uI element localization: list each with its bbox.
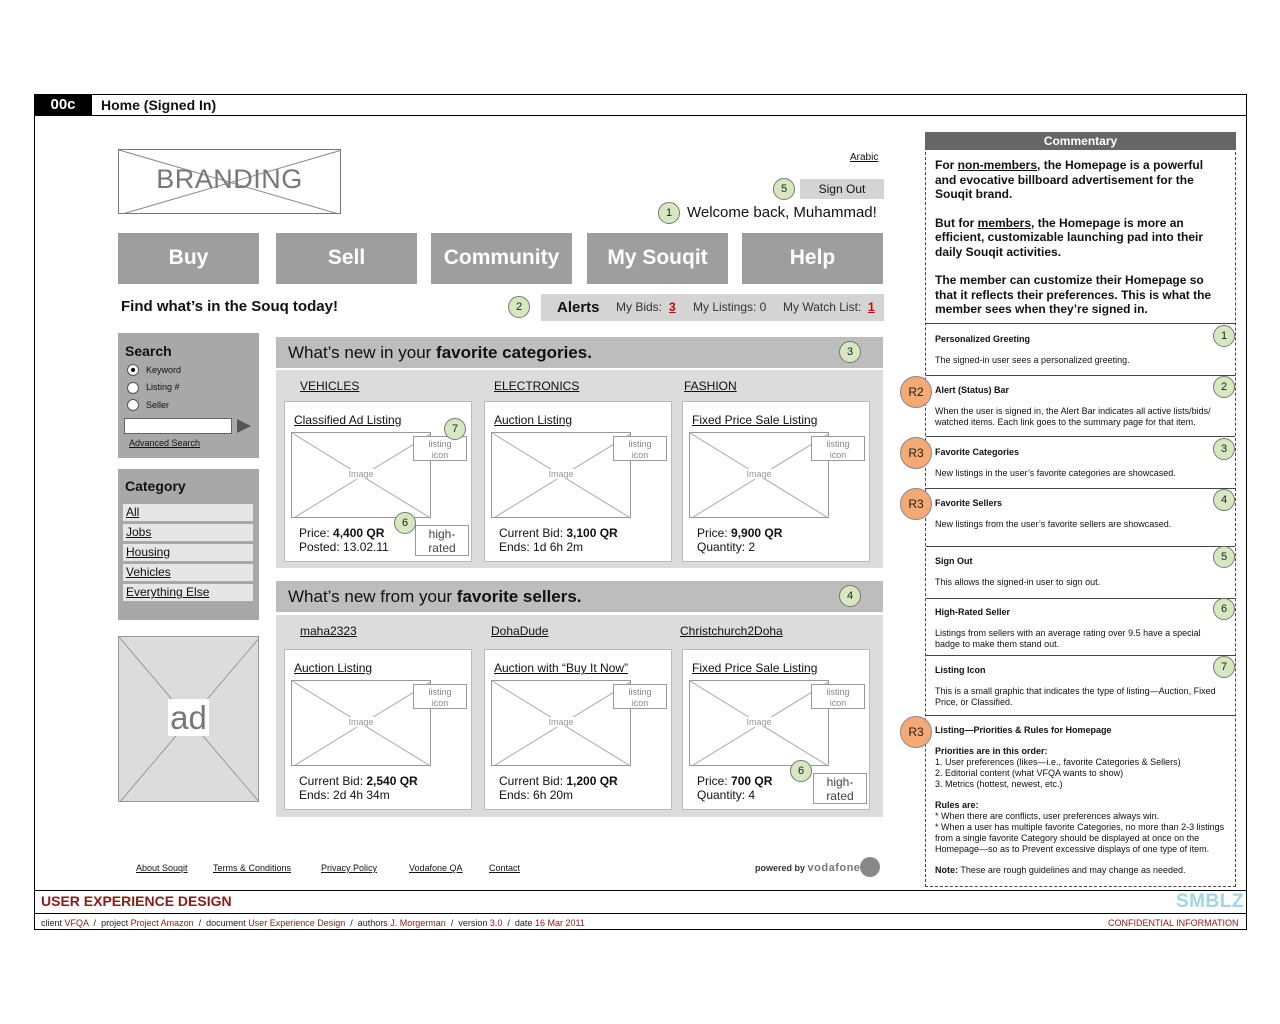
radio-seller[interactable] — [127, 399, 139, 411]
listing-image[interactable] — [491, 432, 631, 518]
image-text: Image — [348, 469, 374, 479]
favorite-categories-heading: What’s new in your — [288, 343, 437, 362]
listing-image[interactable] — [491, 680, 631, 766]
divider — [926, 323, 1235, 324]
badge-line1: high- — [826, 775, 854, 789]
requirement-r2: R2 — [900, 376, 932, 408]
marker-4: 4 — [1213, 489, 1235, 511]
radio-listing-number-label: Listing # — [146, 382, 180, 392]
marker-7: 7 — [444, 418, 466, 440]
marker-7: 7 — [1213, 656, 1235, 678]
footer-contact-link[interactable]: Contact — [489, 863, 521, 873]
image-label — [690, 469, 828, 479]
intro-text: But for — [935, 215, 978, 230]
listing-detail: Quantity: 2 — [697, 540, 756, 554]
image-text: Image — [746, 469, 772, 479]
category-item-everything-else[interactable]: Everything Else — [123, 584, 253, 601]
note-title: Favorite Categories — [935, 447, 1020, 457]
image-text: Image — [746, 717, 772, 727]
note-title: Favorite Sellers — [935, 498, 1003, 508]
high-rated-badge — [415, 525, 469, 556]
image-label — [492, 469, 630, 479]
marker-2: 2 — [508, 296, 530, 318]
listing-price — [697, 774, 772, 788]
category-item-all[interactable]: All — [123, 504, 253, 521]
arabic-language-link[interactable]: Arabic — [850, 152, 879, 163]
note-body: This allows the signed-in user to sign out. — [935, 577, 1101, 587]
ad-text: ad — [170, 699, 207, 736]
search-panel — [118, 333, 259, 458]
listing-type-icon — [613, 436, 667, 461]
note-text: These are rough guidelines and may change as needed. — [958, 865, 1186, 875]
divider — [926, 715, 1235, 716]
divider — [926, 488, 1235, 489]
requirement-r3: R3 — [900, 437, 932, 469]
listing-detail: Ends: 6h 20m — [499, 788, 574, 802]
price-label: Current Bid: — [299, 774, 367, 788]
note-body: Listings from sellers with an average rating over 9.5 have a special badge to make them stand out. — [935, 628, 1201, 649]
icon-line2: icon — [829, 450, 847, 460]
welcome-greeting: Welcome back, Muhammad! — [687, 204, 877, 221]
note-title: High-Rated Seller — [935, 607, 1011, 617]
footer-about-link[interactable]: About Souqit — [136, 863, 188, 873]
note-body: The signed-in user sees a personalized greeting. — [935, 355, 1130, 365]
icon-line1: listing — [628, 687, 652, 697]
listing-price — [499, 526, 618, 540]
price-value: 9,900 QR — [731, 526, 783, 540]
high-rated-badge — [813, 773, 867, 804]
note-title: Alert (Status) Bar — [935, 385, 1010, 395]
icon-line2: icon — [431, 450, 449, 460]
category-item-jobs[interactable]: Jobs — [123, 524, 253, 541]
note-title: Listing—Priorities & Rules for Homepage — [935, 725, 1112, 735]
watch-list-label: My Watch List: — [783, 300, 862, 314]
my-listings-label[interactable]: My Listings: 0 — [693, 300, 767, 314]
listing-card[interactable] — [484, 649, 672, 810]
marker-6: 6 — [1213, 598, 1235, 620]
marker-3: 3 — [1213, 438, 1235, 460]
nav-help[interactable]: Help — [742, 233, 883, 284]
listing-image[interactable] — [291, 680, 431, 766]
favorite-categories-heading-bold: favorite categories. — [436, 343, 592, 362]
nav-buy[interactable]: Buy — [118, 233, 259, 284]
subcategory-electronics[interactable]: ELECTRONICS — [494, 379, 580, 393]
listing-title[interactable]: Auction Listing — [294, 661, 373, 675]
intro-text: For — [935, 158, 958, 172]
meta-label: document — [206, 918, 246, 928]
nav-sell[interactable]: Sell — [276, 233, 417, 284]
priority-item: 1. User preferences (likes—i.e., favorite Categories & Sellers) — [935, 757, 1181, 767]
marker-4: 4 — [839, 585, 861, 607]
favorite-sellers-heading: What’s new from your — [288, 587, 457, 606]
listing-type-icon — [413, 436, 467, 461]
price-value: 4,400 QR — [333, 526, 385, 540]
price-label: Price: — [299, 526, 334, 540]
footer-privacy-link[interactable]: Privacy Policy — [321, 863, 378, 873]
intro-text: , the Homepage is a powerful and evocative billboard advertisement for the Souqit brand. — [935, 158, 1204, 201]
icon-line2: icon — [829, 698, 847, 708]
rule-item: * When a user has multiple favorite Categories, no more than 2-3 listings from a single favorite Category should be displayed at once on the Homepage—so as to Prevent excessive displays of one type of item. — [935, 822, 1225, 854]
nav-my-souqit[interactable]: My Souqit — [587, 233, 728, 284]
meta-version: 3.0 — [489, 918, 503, 928]
note-title: Listing Icon — [935, 665, 986, 675]
intro-underlined: non-members — [957, 158, 1038, 172]
radio-listing-number[interactable] — [127, 382, 139, 394]
rule-item: * When there are conflicts, user preferences always win. — [935, 811, 1160, 821]
listing-price — [299, 526, 384, 540]
listing-title[interactable]: Auction Listing — [494, 413, 573, 427]
priorities-title: Priorities are in this order: — [935, 746, 1048, 756]
commentary-title: Commentary — [925, 132, 1236, 150]
powered-by — [755, 862, 860, 874]
meta-label: client — [41, 918, 63, 928]
my-bids-count[interactable]: 3 — [669, 300, 676, 314]
category-panel — [118, 469, 259, 620]
price-label: Price: — [697, 526, 732, 540]
icon-line2: icon — [631, 698, 649, 708]
divider — [926, 546, 1235, 547]
badge-line2: rated — [428, 541, 456, 555]
powered-by-label: powered by — [755, 863, 806, 873]
document-title: USER EXPERIENCE DESIGN — [41, 893, 232, 909]
listing-title[interactable]: Auction with “Buy It Now” — [494, 661, 629, 675]
image-label — [690, 717, 828, 727]
category-item-housing[interactable]: Housing — [123, 544, 253, 561]
image-text: Image — [548, 469, 574, 479]
divider — [34, 115, 1247, 116]
divider — [926, 598, 1235, 599]
seller-link[interactable]: maha2323 — [300, 624, 357, 638]
badge-line1: high- — [428, 527, 456, 541]
meta-client: VFQA — [64, 918, 89, 928]
badge-line2: rated — [826, 789, 854, 803]
icon-line1: listing — [826, 687, 850, 697]
listing-title[interactable]: Fixed Price Sale Listing — [692, 661, 818, 675]
price-value: 3,100 QR — [566, 526, 618, 540]
intro-text: , the Homepage is more an efficient, customizable launching pad into their daily Souqit activities. — [935, 215, 1204, 259]
divider — [34, 890, 1247, 891]
rules-title: Rules are: — [935, 800, 979, 810]
listing-price — [299, 774, 418, 788]
radio-seller-label: Seller — [146, 400, 170, 410]
page-id: 00c — [34, 94, 92, 116]
icon-line2: icon — [631, 450, 649, 460]
listing-title[interactable]: Classified Ad Listing — [294, 413, 402, 427]
divider — [926, 655, 1235, 656]
listing-price — [499, 774, 618, 788]
branding-placeholder[interactable] — [118, 149, 341, 214]
commentary-intro — [935, 158, 1227, 331]
priority-item: 2. Editorial content (what VFQA wants to show) — [935, 768, 1124, 778]
seller-link[interactable]: Christchurch2Doha — [680, 624, 783, 638]
intro-paragraph — [935, 158, 1227, 202]
listing-card[interactable] — [284, 649, 472, 810]
image-label — [292, 469, 430, 479]
intro-underlined: members — [977, 215, 1032, 230]
note-body: New listings in the user’s favorite categories are showcased. — [935, 468, 1176, 478]
image-label — [292, 717, 430, 727]
listing-type-icon — [811, 684, 865, 709]
ad-label — [119, 699, 258, 737]
image-text: Image — [348, 717, 374, 727]
marker-1: 1 — [1213, 325, 1235, 347]
meta-date: 16 Mar 2011 — [534, 918, 585, 928]
meta-authors: J. Morgerman — [390, 918, 446, 928]
requirement-r3: R3 — [900, 488, 932, 520]
intro-paragraph — [935, 216, 1227, 260]
note-body: When the user is signed in, the Alert Bar indicates all active lists/bids/ watched items. Each link goes to the summary page for that item. — [935, 406, 1211, 427]
marker-1: 1 — [658, 202, 680, 224]
priority-item: 3. Metrics (hottest, newest, etc.) — [935, 779, 1063, 789]
listing-type-icon — [413, 684, 467, 709]
company-logo: SMBLZ — [1176, 891, 1244, 912]
subcategory-vehicles[interactable]: VEHICLES — [300, 379, 360, 393]
document-meta: client VFQA / project Project Amazon / document User Experience Design / authors J. Morgerman / version 3.0 / date 16 Mar 2011 — [41, 918, 585, 928]
note-title: Sign Out — [935, 556, 973, 566]
listing-detail: Ends: 1d 6h 2m — [499, 540, 584, 554]
divider — [926, 436, 1235, 437]
search-input[interactable] — [124, 418, 232, 434]
search-title: Search — [125, 343, 172, 359]
listing-image[interactable] — [689, 680, 829, 766]
meta-label: date — [514, 918, 533, 928]
requirement-r3: R3 — [900, 716, 932, 748]
radio-keyword-label: Keyword — [146, 365, 182, 375]
favorite-categories-header — [276, 337, 883, 368]
divider — [926, 375, 1235, 376]
search-go-icon[interactable] — [237, 419, 251, 433]
marker-2: 2 — [1213, 376, 1235, 398]
listing-detail: Posted: 13.02.11 — [299, 540, 389, 554]
listing-type-icon — [811, 436, 865, 461]
note-title: Personalized Greeting — [935, 334, 1031, 344]
meta-label: authors — [357, 918, 388, 928]
intro-paragraph: The member can customize their Homepage so that it reflects their preferences. This is what the member sees when they’re signed in. — [935, 273, 1212, 316]
footer-terms-link[interactable]: Terms & Conditions — [213, 863, 292, 873]
listing-price — [697, 526, 782, 540]
listing-type-icon — [613, 684, 667, 709]
vodafone-logo-icon — [860, 857, 880, 877]
category-item-vehicles[interactable]: Vehicles — [123, 564, 253, 581]
listing-image[interactable] — [291, 432, 431, 518]
meta-label: project — [101, 918, 129, 928]
marker-5: 5 — [1213, 546, 1235, 568]
price-label: Price: — [697, 774, 732, 788]
price-value: 2,540 QR — [366, 774, 418, 788]
price-label: Current Bid: — [499, 526, 567, 540]
commentary-note — [935, 865, 1227, 876]
meta-document: User Experience Design — [248, 918, 346, 928]
listing-card[interactable] — [682, 401, 870, 562]
meta-project: Project Amazon — [130, 918, 194, 928]
price-value: 1,200 QR — [566, 774, 618, 788]
alerts-label: Alerts — [557, 299, 600, 316]
favorite-sellers-heading-bold: favorite sellers. — [456, 587, 582, 606]
note-body: This is a small graphic that indicates the type of listing—Auction, Fixed Price, or Classified. — [935, 686, 1216, 707]
listing-detail: Quantity: 4 — [697, 788, 756, 802]
watch-list-count[interactable]: 1 — [868, 300, 875, 314]
marker-5: 5 — [773, 178, 795, 200]
vodafone-wordmark: vodafone — [807, 862, 861, 874]
price-value: 700 QR — [731, 774, 773, 788]
icon-line1: listing — [428, 439, 452, 449]
icon-line1: listing — [628, 439, 652, 449]
advanced-search-link[interactable]: Advanced Search — [129, 438, 201, 448]
price-label: Current Bid: — [499, 774, 567, 788]
page-title: Home (Signed In) — [101, 97, 217, 113]
listing-card[interactable] — [682, 649, 870, 810]
divider — [34, 913, 1247, 914]
category-title: Category — [125, 478, 186, 494]
branding-label: BRANDING — [156, 164, 303, 194]
note-body: New listings from the user’s favorite sellers are showcased. — [935, 519, 1172, 529]
favorite-sellers-header — [276, 581, 883, 612]
marker-6: 6 — [790, 760, 812, 782]
subcategory-fashion[interactable]: FASHION — [684, 379, 737, 393]
ad-placeholder[interactable] — [118, 636, 259, 802]
icon-line2: icon — [431, 698, 449, 708]
image-text: Image — [548, 717, 574, 727]
listing-card[interactable] — [484, 401, 672, 562]
icon-line1: listing — [826, 439, 850, 449]
footer-vodafone-link[interactable]: Vodafone QA — [409, 863, 463, 873]
seller-link[interactable]: DohaDude — [491, 624, 549, 638]
my-bids-label: My Bids: — [616, 300, 663, 314]
radio-keyword[interactable] — [127, 364, 139, 376]
note-label: Note: — [935, 865, 958, 875]
marker-6: 6 — [394, 512, 416, 534]
image-label — [492, 717, 630, 727]
alert-bar — [541, 294, 884, 321]
nav-community[interactable]: Community — [431, 233, 572, 284]
sign-out-button[interactable]: Sign Out — [800, 179, 884, 199]
listing-detail: Ends: 2d 4h 34m — [299, 788, 390, 802]
listing-title[interactable]: Fixed Price Sale Listing — [692, 413, 818, 427]
marker-3: 3 — [839, 341, 861, 363]
meta-label: version — [458, 918, 488, 928]
icon-line1: listing — [428, 687, 452, 697]
listing-image[interactable] — [689, 432, 829, 518]
tagline: Find what’s in the Souq today! — [121, 298, 338, 315]
confidential-label: CONFIDENTIAL INFORMATION — [1108, 918, 1239, 928]
